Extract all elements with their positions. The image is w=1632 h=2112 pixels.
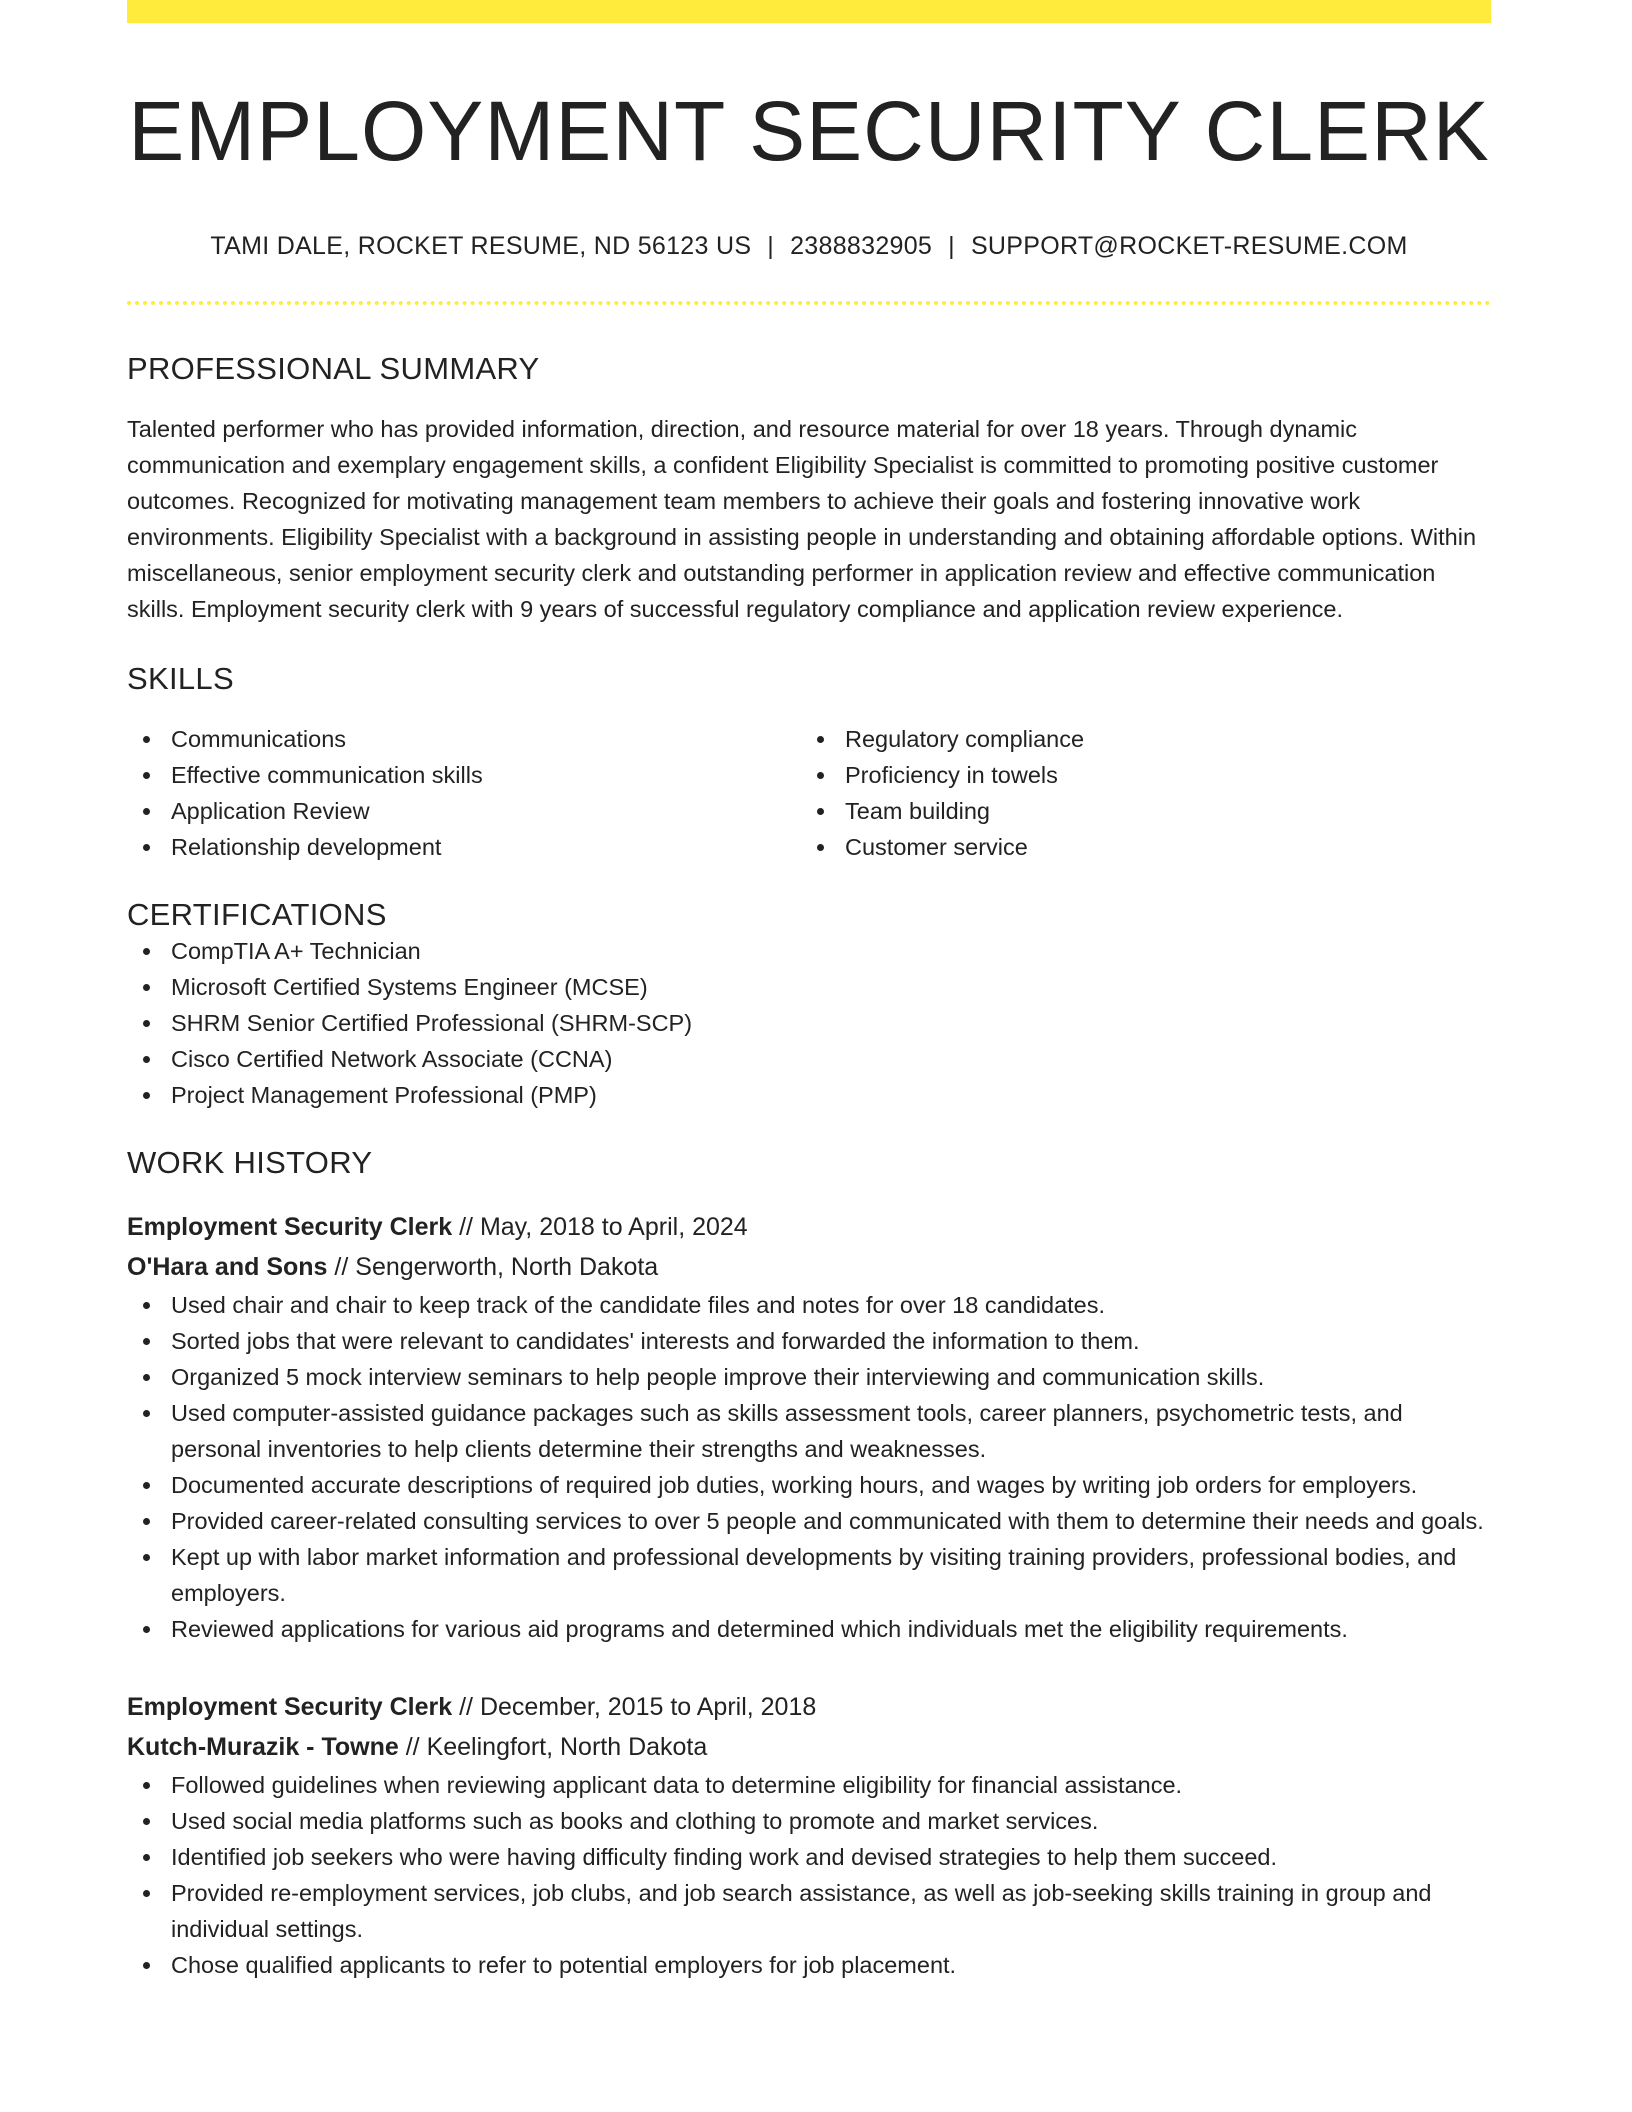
- job-duty: Provided re-employment services, job clubs, and job search assistance, as well as job-seeking skills training in group and individual settings.: [127, 1875, 1491, 1947]
- skill-item: Communications: [127, 721, 801, 757]
- skill-item: Relationship development: [127, 829, 801, 865]
- work-history-heading: WORK HISTORY: [127, 1145, 373, 1180]
- contact-separator: |: [767, 232, 775, 260]
- contact-line: [127, 231, 1491, 261]
- job-role-line: [127, 1687, 1491, 1727]
- job-location: Sengerworth, North Dakota: [355, 1253, 659, 1281]
- job-duty: Provided career-related consulting services to over 5 people and communicated with them to determine their needs and goals.: [127, 1503, 1491, 1539]
- job-location: Keelingfort, North Dakota: [426, 1733, 708, 1761]
- skill-item: Team building: [801, 793, 1475, 829]
- job-company: Kutch-Murazik - Towne: [127, 1733, 399, 1761]
- job-duty: Sorted jobs that were relevant to candidates' interests and forwarded the information to them.: [127, 1323, 1491, 1359]
- resume-page: [127, 0, 1491, 1983]
- certification-item: Project Management Professional (PMP): [127, 1077, 1491, 1113]
- job-company-line: [127, 1247, 1491, 1287]
- skill-item: Application Review: [127, 793, 801, 829]
- job-duty: Identified job seekers who were having difficulty finding work and devised strategies to help them succeed.: [127, 1839, 1491, 1875]
- job-duty: Used social media platforms such as books and clothing to promote and market services.: [127, 1803, 1491, 1839]
- job-separator: //: [334, 1253, 349, 1281]
- certifications-heading: CERTIFICATIONS: [127, 897, 387, 932]
- job-role: Employment Security Clerk: [127, 1213, 453, 1241]
- job-duty: Used chair and chair to keep track of the candidate files and notes for over 18 candidates.: [127, 1287, 1491, 1323]
- summary-text: Talented performer who has provided information, direction, and resource material for over 18 years. Through dynamic communication and exemplary engagement skills, a confident Eligibility Specialist is committed to promoting positive customer outcomes. Recognized for motivating management team members to achieve their goals and fostering innovative work environments. Eligibility Specialist with a background in assisting people in understanding and obtaining affordable options. Within miscellaneous, senior employment security clerk and outstanding performer in application review and effective communication skills. Employment security clerk with 9 years of successful regulatory compliance and application review experience.: [127, 416, 1477, 622]
- summary-heading: PROFESSIONAL SUMMARY: [127, 351, 540, 386]
- job-entry: [127, 1207, 1491, 1647]
- job-duty: Organized 5 mock interview seminars to help people improve their interviewing and communication skills.: [127, 1359, 1491, 1395]
- job-duties-list: [127, 1767, 1491, 1983]
- job-company-line: [127, 1727, 1491, 1767]
- job-separator: //: [405, 1733, 420, 1761]
- certifications-list: [127, 933, 1491, 1113]
- accent-bar: [127, 0, 1491, 23]
- job-separator: //: [459, 1693, 473, 1721]
- job-duty: Followed guidelines when reviewing applicant data to determine eligibility for financial assistance.: [127, 1767, 1491, 1803]
- job-separator: //: [459, 1213, 473, 1241]
- contact-email: SUPPORT@ROCKET-RESUME.COM: [970, 232, 1408, 260]
- job-role-line: [127, 1207, 1491, 1247]
- job-duties-list: [127, 1287, 1491, 1647]
- job-role: Employment Security Clerk: [127, 1693, 453, 1721]
- contact-phone: 2388832905: [790, 232, 933, 260]
- job-duty: Documented accurate descriptions of required job duties, working hours, and wages by writing job orders for employers.: [127, 1467, 1491, 1503]
- skills-column-right: [801, 721, 1475, 865]
- job-company: O'Hara and Sons: [127, 1253, 328, 1281]
- certification-item: SHRM Senior Certified Professional (SHRM-SCP): [127, 1005, 1491, 1041]
- job-dates: December, 2015 to April, 2018: [479, 1693, 817, 1721]
- certification-item: Cisco Certified Network Associate (CCNA): [127, 1041, 1491, 1077]
- skills-heading: SKILLS: [127, 661, 234, 696]
- skill-item: Proficiency in towels: [801, 757, 1475, 793]
- job-duty: Used computer-assisted guidance packages such as skills assessment tools, career planners, psychometric tests, and personal inventories to help clients determine their strengths and weaknesses.: [127, 1395, 1491, 1467]
- skills-list: [127, 721, 1491, 865]
- contact-address: TAMI DALE, ROCKET RESUME, ND 56123 US: [210, 232, 752, 260]
- header-divider: [127, 301, 1491, 305]
- job-entry: [127, 1687, 1491, 1983]
- skills-column-left: [127, 721, 801, 865]
- skill-item: Customer service: [801, 829, 1475, 865]
- contact-separator: |: [948, 232, 955, 260]
- skill-item: Regulatory compliance: [801, 721, 1475, 757]
- job-duty: Reviewed applications for various aid programs and determined which individuals met the eligibility requirements.: [127, 1611, 1491, 1647]
- resume-title: EMPLOYMENT SECURITY CLERK: [128, 84, 1490, 178]
- job-duty: Kept up with labor market information and professional developments by visiting training providers, professional bodies, and employers.: [127, 1539, 1491, 1611]
- job-dates: May, 2018 to April, 2024: [479, 1213, 748, 1241]
- certification-item: Microsoft Certified Systems Engineer (MCSE): [127, 969, 1491, 1005]
- skill-item: Effective communication skills: [127, 757, 801, 793]
- job-duty: Chose qualified applicants to refer to potential employers for job placement.: [127, 1947, 1491, 1983]
- certification-item: CompTIA A+ Technician: [127, 933, 1491, 969]
